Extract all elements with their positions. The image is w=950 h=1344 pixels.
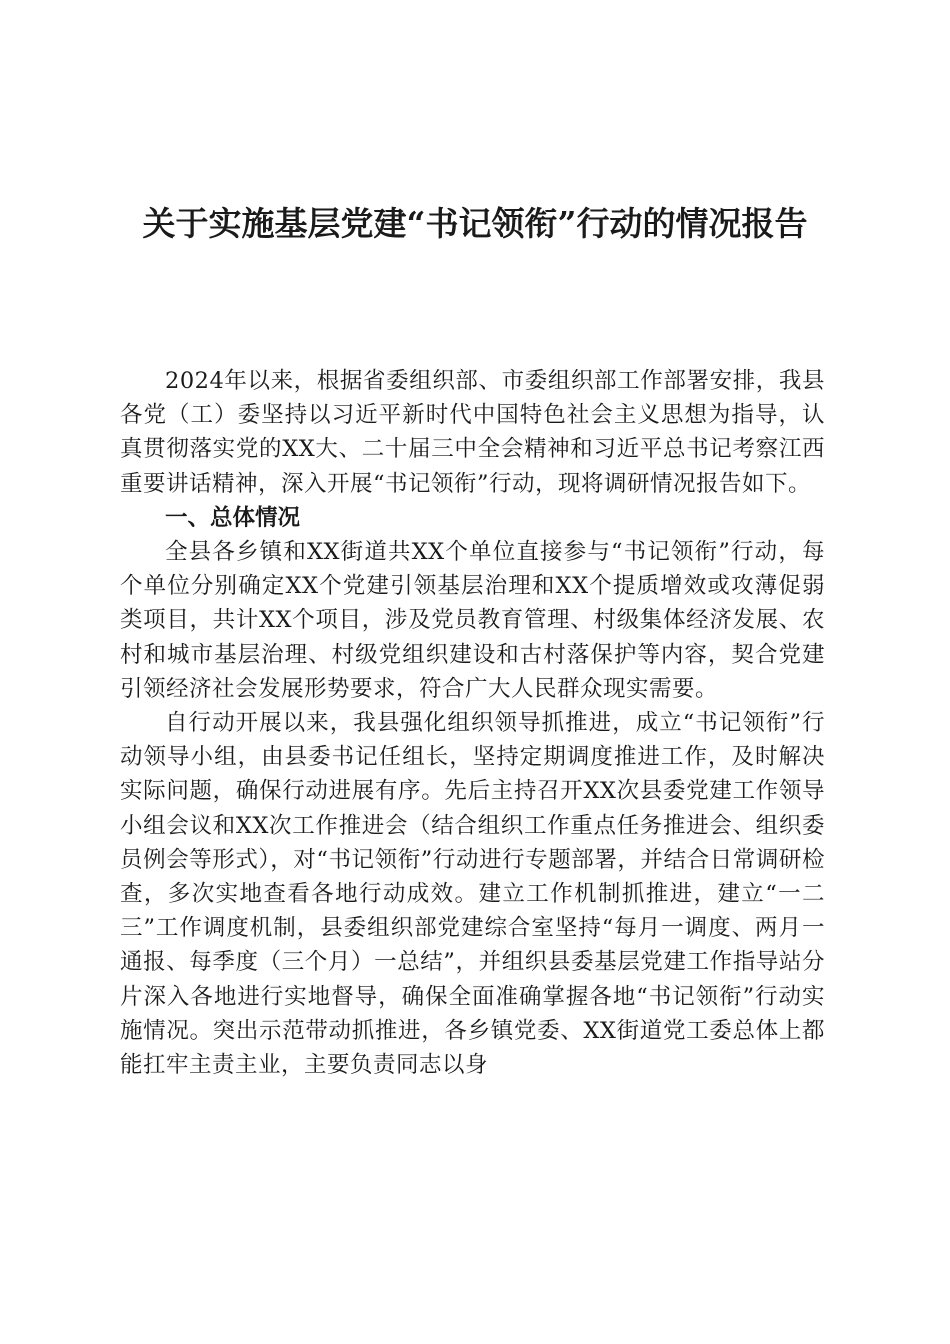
body-paragraph: 自行动开展以来，我县强化组织领导抓推进，成立“书记领衔”行动领导小组，由县委书记任组长，坚持定期调度推进工作，及时解决实际问题，确保行动进展有序。先后主持召开XX次县委党建工作领导小组会议和XX次工作推进会（结合组织工作重点任务推进会、组织委员例会等形式），对“书记领衔”行动进行专题部署，并结合日常调研检查，多次实地查看各地行动成效。建立工作机制抓推进，建立“一二三”工作调度机制，县委组织部党建综合室坚持“每月一调度、两月一通报、每季度（三个月）一总结”，并组织县委基层党建工作指导站分片深入各地进行实地督导，确保全面准确掌握各地“书记领衔”行动实施情况。突出示范带动抓推进，各乡镇党委、XX街道党工委总体上都能扛牢主责主业，主要负责同志以身 [120, 710, 825, 1079]
section-heading: 一、总体情况 [165, 504, 301, 531]
document-title: 关于实施基层党建“书记领衔”行动的情况报告 [142, 204, 808, 243]
document-body [120, 364, 825, 1082]
body-paragraph: 全县各乡镇和XX街道共XX个单位直接参与“书记领衔”行动，每个单位分别确定XX个党建引领基层治理和XX个提质增效或攻薄促弱类项目，共计XX个项目，涉及党员教育管理、村级集体经济发展、农村和城市基层治理、村级党组织建设和古村落保护等内容，契合党建引领经济社会发展形势要求，符合广大人民群众现实需要。 [120, 539, 825, 702]
intro-paragraph: 2024年以来，根据省委组织部、市委组织部工作部署安排，我县各党（工）委坚持以习近平新时代中国特色社会主义思想为指导，认真贯彻落实党的XX大、二十届三中全会精神和习近平总书记考察江西重要讲话精神，深入开展“书记领衔”行动，现将调研情况报告如下。 [120, 368, 825, 497]
